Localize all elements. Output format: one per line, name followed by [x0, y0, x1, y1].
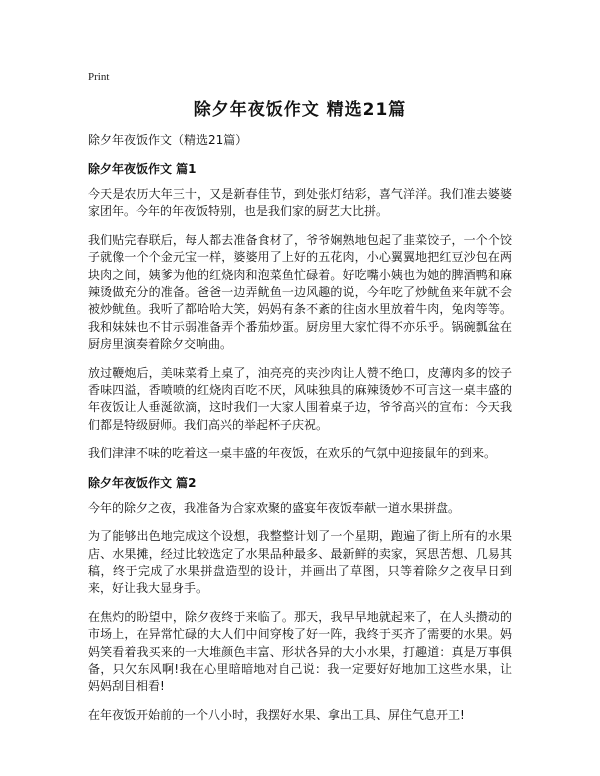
- section-heading-1: 除夕年夜饭作文 篇1: [88, 162, 197, 176]
- section-heading-2: 除夕年夜饭作文 篇2: [88, 475, 197, 490]
- document-title: 除夕年夜饭作文 精选21篇: [193, 100, 407, 120]
- print-link[interactable]: Print: [88, 71, 110, 83]
- document-subtitle: 除夕年夜饭作文（精选21篇）: [88, 133, 248, 147]
- paragraph: 在年夜饭开始前的一个八小时，我摆好水果、拿出工具、屏住气息开工!: [88, 707, 465, 722]
- document-body: [88, 156, 512, 735]
- paragraph: 今年的除夕之夜，我准备为合家欢聚的盛宴年夜饭奉献一道水果拼盘。: [88, 500, 461, 515]
- paragraph: 我们津津不味的吃着这一桌丰盛的年夜饭，在欢乐的气氛中迎接鼠年的到来。: [88, 446, 497, 461]
- paragraph: 今天是农历大年三十，又是新春佳节，到处张灯结彩，喜气洋洋。我们准去婆婆家团年。今年的年夜饭特别，也是我们家的厨艺大比拼。: [88, 187, 512, 219]
- paragraph: 放过鞭炮后，美味菜肴上桌了，油亮亮的夹沙肉让人赞不绝口，皮薄肉多的饺子香味四溢，香喷喷的红烧肉百吃不厌，风味独具的麻辣烫妙不可言这一桌丰盛的年夜饭让人垂涎欲滴，这时我们一大家人围着桌子边，爷爷高兴的宣布：今天我们都是特级厨师。我们高兴的举起杯子庆祝。: [88, 365, 512, 432]
- paragraph: 在焦灼的盼望中，除夕夜终于来临了。那天，我早早地就起来了，在人头攒动的市场上，在异常忙碌的大人们中间穿梭了好一阵，我终于买齐了需要的水果。妈妈笑看着我买来的一大堆颜色丰富、形状各异的大小水果，打趣道：真是万事俱备，只欠东风啊!我在心里暗暗地对自己说：我一定要好好地加工这些水果，让妈妈刮目相看!: [88, 609, 512, 694]
- paragraph: 我们贴完春联后，每人都去准备食材了，爷爷娴熟地包起了韭菜饺子，一个个饺子就像一个个金元宝一样，婆婆用了上好的五花肉，小心翼翼地把红豆沙包在两块肉之间，姨爹为他的红烧肉和泡菜鱼忙碌着。好吃嘴小姨也为她的脾酒鸭和麻辣烫做充分的准备。爸爸一边弄鱿鱼一边风趣的说，今年吃了炒鱿鱼来年就不会被炒鱿鱼。我听了都哈哈大笑，妈妈有条不紊的往卤水里放着牛肉，兔肉等等。我和妹妹也不甘示弱准备弄个番茄炒蛋。厨房里大家忙得不亦乐乎。锅碗瓢盆在厨房里演奏着除夕交响曲。: [88, 232, 512, 352]
- paragraph: 为了能够出色地完成这个设想，我整整计划了一个星期，跑遍了街上所有的水果店、水果摊，经过比较选定了水果品种最多、最新鲜的卖家，冥思苦想、几易其稿，终于完成了水果拼盘造型的设计，并画出了草图，只等着除夕之夜早日到来，好让我大显身手。: [88, 529, 512, 596]
